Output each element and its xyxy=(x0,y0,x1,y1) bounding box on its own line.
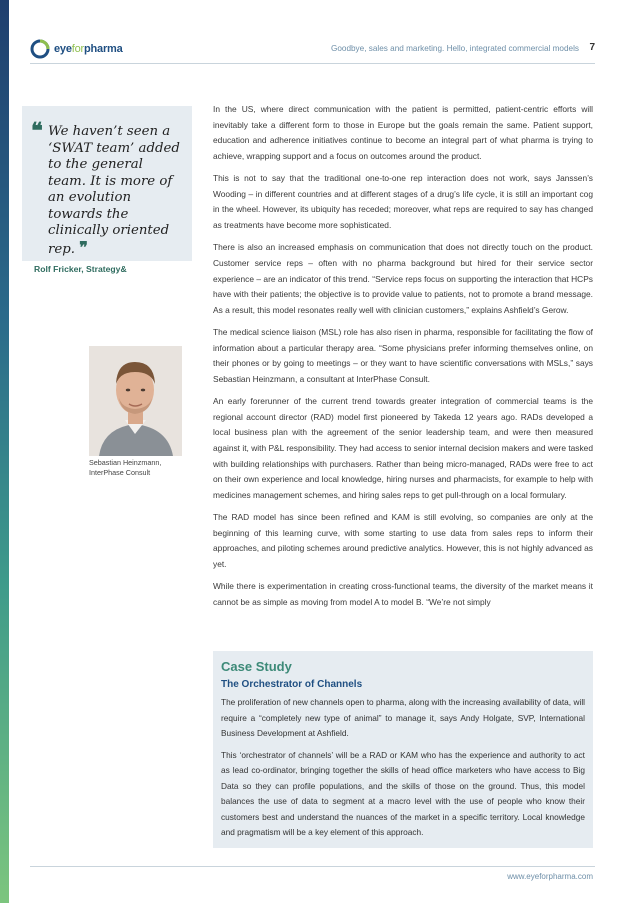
eye-logo-icon xyxy=(30,39,50,59)
decorative-side-bar xyxy=(0,0,9,903)
open-quote-icon: ❝ xyxy=(31,118,43,144)
portrait-illustration xyxy=(89,346,182,456)
body-paragraph: This is not to say that the traditional one-to-one rep interaction does not work, says Janssen’s Wooding – in different countries and at different stages of a drug’s life cycle, it is still an important cog in the wheel. However, its ubiquity has receded; moreover, what reps are required to say has changed as treatments have become more sophisticated. xyxy=(213,173,593,230)
logo-pharma-text: pharma xyxy=(84,43,123,55)
logo-eye-text: eye xyxy=(54,43,72,55)
pull-quote-text xyxy=(34,124,182,258)
page-header xyxy=(30,38,595,64)
page-number: 7 xyxy=(589,42,595,53)
body-paragraph: The medical science liaison (MSL) role has also risen in pharma, responsible for facilitating the flow of information about a particular therapy area. “Some physicians prefer informing themselves online, on their phones or by going to meetings – or they want to have scientific conversations with MSLs,” says Sebastian Heinzmann, a consultant at InterPhase Consult. xyxy=(213,327,593,384)
footer-divider xyxy=(30,866,595,867)
case-study-subtitle: The Orchestrator of Channels xyxy=(221,679,363,690)
case-study-box xyxy=(213,651,593,848)
portrait-photo xyxy=(89,346,182,456)
photo-caption-name: Sebastian Heinzmann, xyxy=(89,458,162,467)
body-paragraph: The RAD model has since been refined and KAM is still evolving, so companies are only at the beginning of this learning curve, with some starting to use data from sales reps to inform their approaches, and piloting schemes around predictive analytics. However, this is not highly advanced as yet. xyxy=(213,512,593,570)
article-body xyxy=(213,102,593,617)
photo-caption xyxy=(89,458,189,477)
pull-quote-body: We haven’t seen a ‘SWAT team’ added to the general team. It is more of an evolution towards the clinically oriented rep. xyxy=(48,124,180,257)
body-paragraph: There is also an increased emphasis on communication that does not directly touch on the product. Customer service reps – often with no pharma background but hired for their service sector experience – are an indicator of this trend. “Service reps focus on supporting the interaction that HCPs have with their patients; the objective is to provide value to patients, not to promote a brand message. As a result, this model resonates really well with clinician customers,” explains Ashfield’s Gerow. xyxy=(213,242,593,315)
body-paragraph: While there is experimentation in creating cross-functional teams, the diversity of the market means it cannot be as simple as moving from model A to model B. “We’re not simply xyxy=(213,581,593,607)
close-quote-icon: ❞ xyxy=(79,237,88,257)
photo-caption-company: InterPhase Consult xyxy=(89,467,151,477)
body-paragraph: An early forerunner of the current trend towards greater integration of commercial teams is the regional account director (RAD) model first pioneered by Takeda 12 years ago. RADs developed a local business plan with the agreement of the senior leadership team, and were then measured against it, with P&L responsibility. They had access to senior internal decision makers and were tasked with building relationships with purchasers. Rather than being micro-managed, RADs were free to act on their own experience and local knowledge, hiring nurses and pharmacists, for example to help with medicines management schemes, and hiring sales reps to get pull-through on a local formulary. xyxy=(213,396,593,500)
logo-wordmark xyxy=(54,43,123,55)
case-study-paragraph: The proliferation of new channels open to pharma, along with the increasing availability of data, will require a “completely new type of animal” to manage it, says Andy Holgate, SVP, International Business Development at Ashfield. xyxy=(221,697,585,738)
pull-quote-attribution: Rolf Fricker, Strategy& xyxy=(34,264,127,274)
pull-quote xyxy=(22,106,192,274)
case-study-paragraph: This ‘orchestrator of channels’ will be a RAD or KAM who has the experience and authority to act as lead co-ordinator, bringing together the skills of head office marketers who have access to Big Data so they can profile populations, and the skills of those on the ground. Thus, this model balances the use of data to segment at a macro level with the use of people who know their customers best and understand the nuances of the market in a specific territory. Local knowledge and pragmatism will be a key element of this approach. xyxy=(221,749,585,837)
footer-url-link[interactable]: www.eyeforpharma.com xyxy=(507,872,593,881)
logo-for-text: for xyxy=(71,43,85,55)
case-study-title: Case Study xyxy=(221,659,292,674)
running-head: Goodbye, sales and marketing. Hello, integrated commercial models xyxy=(330,44,579,53)
eyeforpharma-logo[interactable] xyxy=(30,38,123,60)
body-paragraph: In the US, where direct communication with the patient is permitted, patient-centric efforts will inevitably take a different form to those in Europe but the goals remain the same. Patient support, education and adherence initiatives continue to become an integral part of what pharma is trying to achieve, wrapping support and a focus on outcomes around the product. xyxy=(213,104,593,161)
